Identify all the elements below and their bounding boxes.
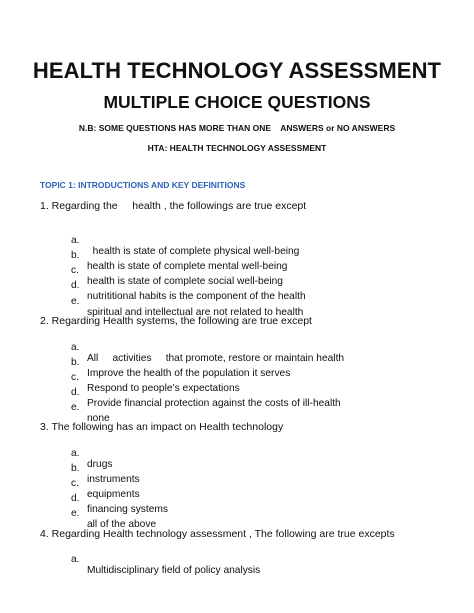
option-text: none [87,413,110,424]
option-text: financing systems [87,504,168,515]
document-title: HEALTH TECHNOLOGY ASSESSMENT [32,58,442,83]
option-text: nutrititional habits is the component of the health [87,291,306,302]
option-text: Respond to people’s expectations [87,383,240,394]
option-text: Multidisciplinary field of policy analysis [87,565,261,576]
option-letter: e. [71,402,80,413]
option-letter: c. [71,372,79,383]
option-text: health is state of complete physical well-being [87,246,300,257]
nb-note: N.B: SOME QUESTIONS HAS MORE THAN ONE ANSWERS or NO ANSWERS [78,123,396,133]
document-subtitle: MULTIPLE CHOICE QUESTIONS [103,92,371,112]
option-letter: a. [71,342,80,353]
option-text: equipments [87,489,140,500]
question-1: 1. Regarding the health , the followings are true except [40,200,307,212]
option-text: health is state of complete mental well-being [87,261,288,272]
question-2: 2. Regarding Health systems, the following are true except [40,315,312,327]
option-text: All activities that promote, restore or maintain health [87,353,345,364]
option-letter: d. [71,280,80,291]
option-text: health is state of complete social well-being [87,276,283,287]
option-text: instruments [87,474,140,485]
question-4-option-a [71,543,261,587]
question-4: 4. Regarding Health technology assessment , The following are true excepts [40,528,395,540]
hta-note: HTA: HEALTH TECHNOLOGY ASSESSMENT [147,143,327,153]
option-letter: a. [71,554,80,565]
option-letter: e. [71,296,80,307]
option-letter: a. [71,448,80,459]
option-letter: c. [71,478,79,489]
option-text: Improve the health of the population it serves [87,368,291,379]
option-letter: d. [71,493,80,504]
option-letter: b. [71,357,80,368]
option-text: all of the above [87,519,157,530]
option-text: drugs [87,459,113,470]
question-3: 3. The following has an impact on Health technology [40,421,284,433]
option-letter: c. [71,265,79,276]
topic-heading: TOPIC 1: INTRODUCTIONS AND KEY DEFINITIONS [40,180,246,190]
option-letter: a. [71,235,80,246]
option-letter: b. [71,463,80,474]
option-text: spiritual and intellectual are not related to health [87,307,304,318]
option-text: Provide financial protection against the costs of ill-health [87,398,341,409]
option-letter: b. [71,250,80,261]
option-letter: d. [71,387,80,398]
option-letter: e. [71,508,80,519]
